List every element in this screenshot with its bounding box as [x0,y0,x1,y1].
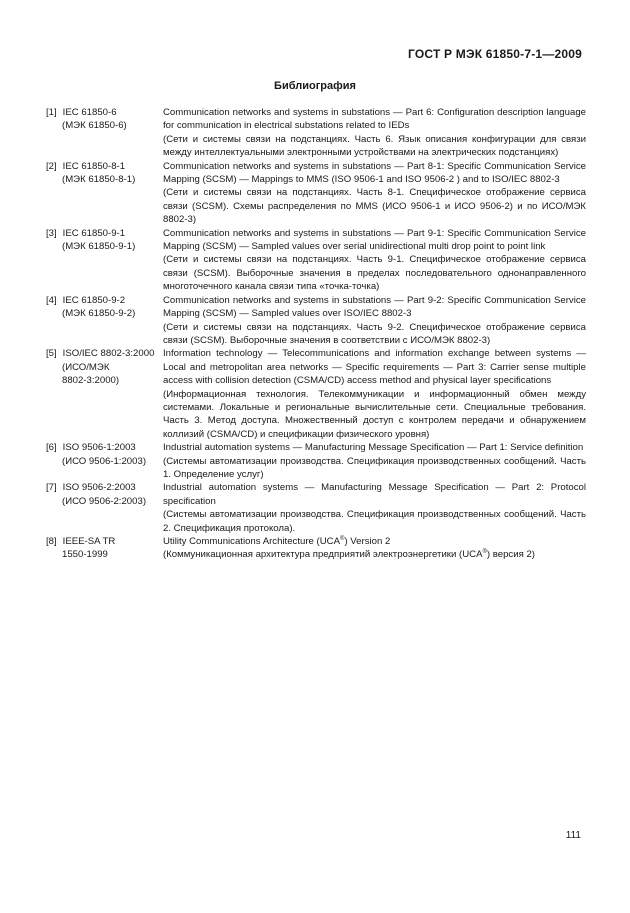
bib-reference [46,227,163,294]
bib-description [163,347,586,441]
bib-title-en: Industrial automation systems — Manufacturing Message Specification — Part 1: Service definition [163,442,584,454]
bib-ref-code-ru-cont: 8802-3:2000) [62,375,120,387]
bib-ref-code-ru: (МЭК 61850-9-2) [62,308,136,320]
bib-ref-code-ru: (ИСО 9506-2:2003) [62,495,147,507]
bib-entry [46,294,586,348]
bib-title-en: Information technology — Telecommunications and information exchange between systems — Local and metropolitan area networks — Specific requirements — Part 3: Carrier sense multiple access with collision detection (CSMA/CD) access method and physical layer specifications [163,348,586,387]
bib-title-en: Communication networks and systems in substations — Part 6: Configuration description language for communication in electrical substations related to IEDs [163,107,586,132]
bib-number: [7] [46,482,57,494]
bib-title-ru: (Информационная технология. Телекоммуникации и информационный обмен между системами. Локальные и региональные вычислительные сети. Специальные требования. Часть 3. Метод доступа. Множественный доступ с контролем передачи и обнаружением коллизий (CSMA/CD) и спецификации физического уровня) [163,388,586,440]
bib-title-en: Communication networks and systems in substations — Part 8-1: Specific Communication Service Mapping (SCSM) — Mappings to MMS (ISO 9506-1 and ISO 9506-2 ) and to ISO/IEC 8802-3 [163,160,586,186]
bib-description [163,106,586,160]
bib-ref-code-ru: (МЭК 61850-9-1) [62,241,136,253]
bib-description [163,441,586,481]
bib-reference [46,481,163,535]
bib-number: [2] [46,160,57,172]
bib-description [163,481,586,535]
bib-number: [5] [46,348,57,360]
bib-title-en-part: Utility Communications Architecture (UCA [163,536,341,547]
bib-entry [46,227,586,294]
bib-ref-code-ru: 1550-1999 [62,549,108,561]
bib-ref-code-ru: (МЭК 61850-6) [62,120,127,132]
bib-ref-code-ru: (ИСО 9506-1:2003) [62,455,147,467]
bib-title-en: Communication networks and systems in substations — Part 9-2: Specific Communication Service Mapping (SCSM) — Sampled values over ISO/IEC 8802-3 [163,294,586,320]
bib-title-ru [163,548,586,561]
bib-ref-code: IEC 61850-9-2 [62,294,126,306]
bib-number: [6] [46,442,57,454]
page-title: Библиография [274,80,356,92]
bib-description [163,160,586,227]
bib-ref-code: ISO/IEC 8802-3:2000 [62,348,155,360]
bib-reference [46,441,163,481]
bib-number: [8] [46,536,57,547]
bib-title-en: Industrial automation systems — Manufacturing Message Specification — Part 2: Protocol specification [163,482,586,507]
bib-entry [46,481,586,535]
bib-number: [4] [46,294,57,306]
bib-title-ru: (Сети и системы связи на подстанциях. Часть 9-1. Специфическое отображение сервиса связи (SCSM). Выборочные значения в пределах последовательного однонаправленного многоточечного канала связи типа «точка-точка) [163,254,586,293]
bib-number: [1] [46,107,57,118]
bib-ref-code-ru: (ИСО/МЭК [62,361,110,373]
bib-entry [46,106,586,160]
bib-ref-code: IEEE-SA TR [62,536,116,547]
bib-entry [46,160,586,227]
document-header: ГОСТ Р МЭК 61850-7-1—2009 [408,47,582,61]
bib-ref-code: ISO 9506-1:2003 [62,442,136,454]
bib-title-en-part: ) Version 2 [344,536,391,547]
bib-title-en: Communication networks and systems in substations — Part 9-1: Specific Communication Service Mapping (SCSM) — Sampled values over serial unidirectional multi drop point to point link [163,227,586,253]
bib-title-ru: (Системы автоматизации производства. Спецификация производственных сообщений. Часть 1. Определение услуг) [163,455,586,480]
bib-reference [46,160,163,227]
bib-reference [46,347,163,441]
bib-ref-code: IEC 61850-9-1 [62,227,126,239]
bib-entry [46,347,586,441]
bibliography-list [46,106,586,562]
bib-reference [46,106,163,160]
bib-entry [46,535,586,562]
bib-description [163,294,586,348]
bib-title-ru: (Сети и системы связи на подстанциях. Часть 8-1. Специфическое отображение сервиса связи (SCSM). Схемы распределения по MMS (ИСО 9506-1 и ИСО 9506-2) и по ИСО/МЭК 8802-3) [163,187,586,226]
bib-description [163,535,586,562]
bib-ref-code-ru: (МЭК 61850-8-1) [62,174,136,186]
bib-reference [46,294,163,348]
bib-description [163,227,586,294]
bib-title-ru-part: (Коммуникационная архитектура предприятий электроэнергетики (UCA [163,549,483,561]
bib-title-ru-part: ) версия 2) [486,549,535,561]
bib-title-ru: (Сети и системы связи на подстанциях. Часть 6. Язык описания конфигурации для связи между интеллектуальными электронными устройствами на электрических подстанциях) [163,133,586,159]
registered-mark: ® [482,549,487,556]
bib-ref-code: IEC 61850-8-1 [62,160,126,172]
bib-number: [3] [46,227,57,239]
page-number: 111 [565,830,581,841]
bib-title-ru: (Сети и системы связи на подстанциях. Часть 9-2. Специфическое отображение сервиса связи (SCSM). Выборочные значения в соответствии с ИСО/МЭК 8802-3) [163,321,586,346]
bib-ref-code: IEC 61850-6 [62,107,117,118]
bib-title-ru: (Системы автоматизации производства. Спецификация производственных сообщений. Часть 2. Спецификация протокола). [163,509,586,534]
bib-title-en [163,535,586,548]
bib-reference [46,535,163,562]
bib-entry [46,441,586,481]
registered-mark: ® [340,535,345,542]
bib-ref-code: ISO 9506-2:2003 [62,482,136,494]
